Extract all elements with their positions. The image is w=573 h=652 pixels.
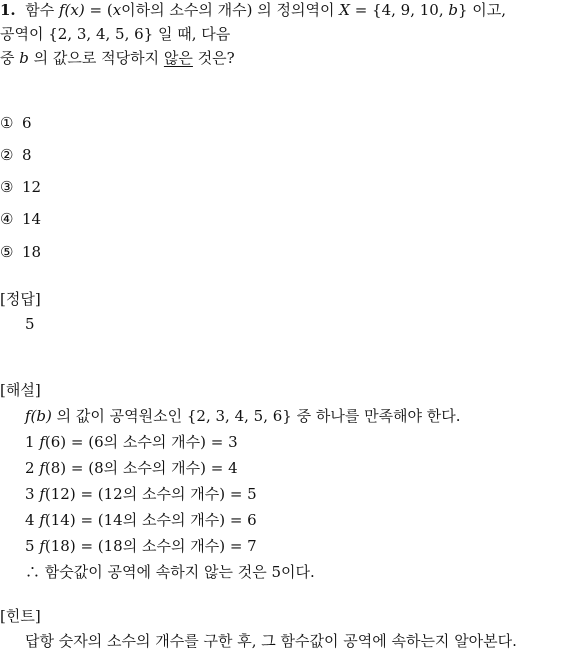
step-index: 4: [25, 511, 35, 529]
problem-text-a: 함수: [25, 1, 55, 19]
choice-1: [0, 113, 32, 133]
step-index: 1: [25, 433, 35, 451]
problem-text-e: } 이고,: [458, 1, 507, 19]
problem-text-d: = {4, 9, 10,: [354, 1, 444, 19]
step-function: f: [39, 511, 45, 529]
explanation-step-3: [25, 484, 257, 504]
step-function: f: [39, 459, 45, 477]
choice-mark: ⑤: [0, 243, 14, 261]
choice-5: [0, 242, 41, 262]
explanation-heading: [해설]: [0, 381, 41, 399]
choice-mark: ③: [0, 178, 14, 196]
step-function: f: [39, 485, 45, 503]
step-text: (12) = (12의 소수의 개수) = 5: [44, 485, 257, 503]
problem-line-1: [0, 0, 506, 20]
explanation-step-1: [25, 432, 238, 452]
explanation-step-2: [25, 458, 238, 478]
problem-line-2: 공역이 {2, 3, 4, 5, 6} 일 때, 다음: [0, 25, 231, 43]
step-index: 3: [25, 485, 35, 503]
problem-text-c: 이하의 소수의 개수) 의 정의역이: [121, 1, 335, 19]
step-text: (8) = (8의 소수의 개수) = 4: [44, 459, 238, 477]
explanation-intro-text: 의 값이 공역원소인 {2, 3, 4, 5, 6} 중 하나를 만족해야 한다.: [56, 407, 461, 425]
choice-mark: ①: [0, 114, 14, 132]
underlined-word: 않은: [163, 49, 193, 67]
step-function: f: [39, 537, 45, 555]
answer-heading: [정답]: [0, 290, 41, 308]
step-function: f: [39, 433, 45, 451]
choice-value: 14: [22, 210, 42, 228]
choice-3: [0, 177, 41, 197]
choice-value: 18: [22, 243, 42, 261]
step-text: (18) = (18의 소수의 개수) = 7: [44, 537, 257, 555]
variable-b: b: [448, 1, 458, 19]
step-text: (14) = (14의 소수의 개수) = 6: [44, 511, 257, 529]
function-fx: f(x): [58, 1, 85, 19]
step-index: 5: [25, 537, 35, 555]
choice-mark: ②: [0, 146, 14, 164]
variable-x: x: [112, 1, 122, 19]
explanation-conclusion: ∴ 함숫값이 공역에 속하지 않는 것은 5이다.: [25, 563, 315, 581]
step-text: (6) = (6의 소수의 개수) = 3: [44, 433, 238, 451]
choice-value: 12: [22, 178, 42, 196]
explanation-intro: [25, 406, 461, 426]
problem-number: 1.: [0, 1, 16, 19]
choice-mark: ④: [0, 210, 14, 228]
hint-text: 답항 숫자의 소수의 개수를 구한 후, 그 함수값이 공역에 속하는지 알아본다.: [25, 632, 517, 650]
variable-b-2: b: [19, 49, 29, 67]
problem-text-b: = (: [89, 1, 113, 19]
answer-value: 5: [25, 315, 35, 333]
problem-line-3: [0, 48, 235, 68]
explanation-step-4: [25, 510, 257, 530]
problem-text-h: 것은?: [197, 49, 235, 67]
choice-2: [0, 145, 32, 165]
step-index: 2: [25, 459, 35, 477]
set-X: X: [339, 1, 350, 19]
explanation-step-5: [25, 536, 257, 556]
function-fb: f(b): [25, 407, 52, 425]
problem-text-g: 의 값으로 적당하지: [33, 49, 160, 67]
choice-value: 6: [22, 114, 32, 132]
problem-text-f: 중: [0, 49, 15, 67]
choice-value: 8: [22, 146, 32, 164]
choice-4: [0, 209, 41, 229]
hint-heading: [힌트]: [0, 607, 41, 625]
